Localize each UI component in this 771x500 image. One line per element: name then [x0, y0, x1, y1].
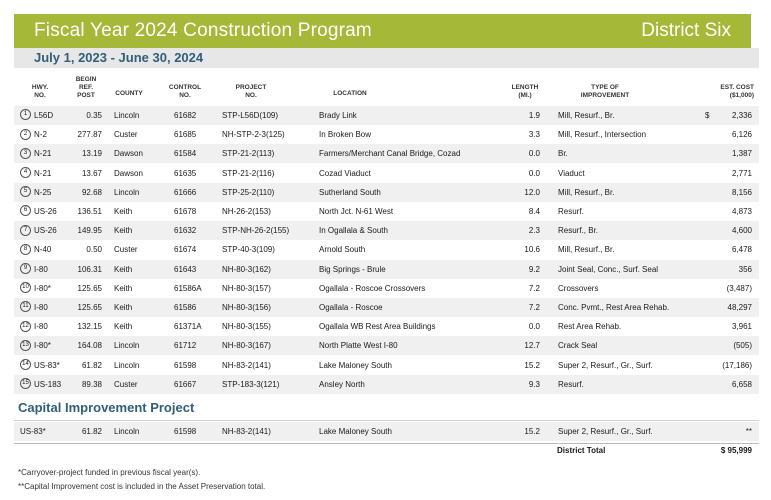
cell-control: 61586A [174, 283, 202, 293]
cell-cost: 2,336 [731, 111, 752, 120]
cell-post: 0.50 [86, 245, 102, 255]
cell-hwy [20, 336, 51, 355]
total-label: District Total [557, 446, 606, 455]
title-banner [14, 14, 751, 48]
row-number-badge: 1 [20, 109, 31, 120]
hwy-text: N-21 [34, 168, 52, 178]
cell-post: 13.19 [81, 149, 102, 159]
cell-hwy [20, 375, 61, 394]
cell-cost: (505) [733, 341, 752, 351]
cell-county: Dawson [114, 149, 143, 159]
footnote-carryover: *Carryover-project funded in previous fiscal year(s). [18, 468, 201, 477]
hwy-text: N-40 [34, 245, 52, 255]
cell-type: Crossovers [558, 283, 599, 293]
hwy-text: N-21 [34, 149, 52, 159]
divider [14, 443, 759, 444]
capital-cost: ** [745, 427, 752, 436]
cell-length: 10.6 [524, 245, 540, 255]
cell-length: 1.9 [528, 111, 540, 120]
hwy-text: I-80 [34, 322, 48, 332]
cell-length: 7.2 [528, 283, 540, 293]
cell-project: NH-80-3(157) [222, 283, 271, 293]
capital-row [14, 422, 759, 441]
cell-cost: (3,487) [726, 283, 752, 293]
cell-project: NH-83-2(141) [222, 360, 271, 370]
capital-length: 15.2 [524, 427, 540, 436]
cell-location: In Ogallala & South [319, 226, 388, 236]
cell-cost: 356 [738, 264, 752, 274]
cell-control: 61584 [174, 149, 197, 159]
cell-hwy [20, 221, 57, 240]
cell-length: 12.0 [524, 187, 540, 197]
row-number-badge: 2 [20, 129, 31, 140]
cell-location: Ogallala - Roscoe Crossovers [319, 283, 426, 293]
cell-cost: 3,961 [731, 322, 752, 332]
cell-cost: 4,873 [731, 207, 752, 216]
cell-county: Custer [114, 130, 138, 140]
cell-hwy [20, 356, 60, 375]
cell-hwy [20, 106, 53, 125]
row-number-badge: 7 [20, 225, 31, 236]
capital-location: Lake Maloney South [319, 427, 392, 436]
cell-hwy [20, 164, 51, 183]
hwy-text: I-80 [34, 264, 48, 274]
cell-hwy [20, 279, 51, 298]
cell-type: Joint Seal, Conc., Surf. Seal [558, 264, 659, 274]
cell-length: 7.2 [528, 303, 540, 312]
cell-post: 277.87 [77, 130, 102, 140]
cell-county: Custer [114, 379, 138, 389]
cell-location: Ogallala - Roscoe [319, 303, 383, 312]
row-number-badge: 5 [20, 186, 31, 197]
cell-length: 8.4 [528, 207, 540, 216]
cell-project: STP-25-2(110) [222, 187, 275, 197]
cell-type: Rest Area Rehab. [558, 322, 622, 332]
cell-location: Brady Link [319, 111, 357, 120]
cell-project: STP-NH-26-2(155) [222, 226, 290, 236]
cell-cost: (17,186) [722, 360, 752, 370]
cell-project: NH-80-3(155) [222, 322, 271, 332]
hwy-text: I-80 [34, 303, 48, 312]
cell-control: 61685 [174, 130, 197, 140]
cell-control: 61632 [174, 226, 197, 236]
cell-hwy [20, 183, 51, 202]
date-range: July 1, 2023 - June 30, 2024 [34, 50, 204, 65]
cell-type: Mill, Resurf., Br. [558, 245, 615, 255]
row-number-badge: 9 [20, 263, 31, 274]
cell-post: 106.31 [77, 264, 102, 274]
hwy-text: I-80* [34, 283, 51, 293]
cell-control: 61666 [174, 187, 197, 197]
col-begin-ref-post: BEGIN REF. POST [75, 76, 97, 99]
cell-location: Ansley North [319, 379, 365, 389]
capital-project: NH-83-2(141) [222, 427, 271, 436]
cell-location: Big Springs - Brule [319, 264, 386, 274]
cell-control: 61674 [174, 245, 197, 255]
cell-project: STP-40-3(109) [222, 245, 275, 255]
col-est-cost: EST. COST ($1,000) [720, 84, 754, 99]
cell-type: Viaduct [558, 168, 585, 178]
cell-cost: 6,126 [731, 130, 752, 140]
row-number-badge: 15 [20, 378, 31, 389]
cell-county: Lincoln [114, 187, 140, 197]
cell-project: NH-STP-2-3(125) [222, 130, 285, 140]
hwy-text: US-83* [34, 360, 60, 370]
cell-location: North Jct. N-61 West [319, 207, 394, 216]
cell-location: Farmers/Merchant Canal Bridge, Cozad [319, 149, 461, 159]
row-number-badge: 11 [20, 301, 31, 312]
row-number-badge: 4 [20, 167, 31, 178]
cell-county: Keith [114, 303, 133, 312]
district-label: District Six [641, 20, 731, 41]
cell-project: NH-80-3(156) [222, 303, 271, 312]
cell-cost: 48,297 [727, 303, 752, 312]
col-type: TYPE OF IMPROVEMENT [580, 84, 630, 99]
cell-hwy [20, 240, 51, 259]
col-project: PROJECT NO. [235, 84, 267, 99]
cell-length: 3.3 [528, 130, 540, 140]
cell-county: Keith [114, 264, 133, 274]
row-number-badge: 3 [20, 148, 31, 159]
divider [14, 420, 759, 421]
cell-type: Super 2, Resurf., Gr., Surf. [558, 360, 653, 370]
cell-type: Mill, Resurf., Intersection [558, 130, 647, 140]
col-control: CONTROL NO. [168, 84, 202, 99]
col-length: LENGTH (MI.) [511, 84, 539, 99]
cell-county: Keith [114, 207, 133, 216]
capital-control: 61598 [174, 427, 197, 436]
row-number-badge: 6 [20, 205, 31, 216]
cell-length: 15.2 [524, 360, 540, 370]
cell-control: 61586 [174, 303, 197, 312]
hwy-text: US-183 [34, 379, 62, 389]
cell-hwy [20, 202, 57, 221]
cell-type: Crack Seal [558, 341, 598, 351]
cell-location: Lake Maloney South [319, 360, 392, 370]
cell-post: 164.08 [77, 341, 102, 351]
cell-hwy [20, 260, 48, 279]
cell-post: 125.65 [77, 303, 102, 312]
cell-project: NH-26-2(153) [222, 207, 271, 216]
cell-project: STP-L56D(109) [222, 111, 279, 120]
hwy-text: L56D [34, 111, 54, 120]
cell-cost: 2,771 [731, 168, 752, 178]
cell-county: Keith [114, 226, 133, 236]
cell-cost: 8,156 [731, 187, 752, 197]
capital-post: 61.82 [81, 427, 102, 436]
cell-post: 13.67 [81, 168, 102, 178]
cell-location: Ogallala WB Rest Area Buildings [319, 322, 436, 332]
dollar-sign: $ [705, 111, 710, 120]
col-hwy: HWY. NO. [31, 84, 49, 99]
cell-post: 89.38 [81, 379, 102, 389]
cell-control: 61682 [174, 111, 197, 120]
date-bar [14, 48, 759, 68]
cell-post: 132.15 [77, 322, 102, 332]
footnote-capital: **Capital Improvement cost is included in the Asset Preservation total. [18, 482, 266, 491]
total-value: $ 95,999 [720, 446, 752, 455]
cell-control: 61678 [174, 207, 197, 216]
cell-control: 61598 [174, 360, 197, 370]
col-county: COUNTY [115, 90, 143, 97]
cell-type: Resurf., Br. [558, 226, 599, 236]
cell-project: STP-21-2(116) [222, 168, 275, 178]
cell-cost: 4,600 [731, 226, 752, 236]
cell-county: Lincoln [114, 341, 140, 351]
cell-location: Sutherland South [319, 187, 381, 197]
cell-control: 61712 [174, 341, 197, 351]
cell-cost: 1,387 [731, 149, 752, 159]
cell-type: Br. [558, 149, 568, 159]
cell-project: NH-80-3(167) [222, 341, 271, 351]
cell-length: 12.7 [524, 341, 540, 351]
cell-length: 0.0 [528, 168, 540, 178]
col-location: LOCATION [333, 90, 367, 97]
cell-location: Cozad Viaduct [319, 168, 371, 178]
cell-length: 0.0 [528, 322, 540, 332]
cell-post: 149.95 [77, 226, 102, 236]
cell-post: 0.35 [86, 111, 102, 120]
capital-heading: Capital Improvement Project [18, 400, 195, 415]
cell-county: Keith [114, 283, 133, 293]
cell-type: Resurf. [558, 207, 584, 216]
cell-hwy [20, 125, 47, 144]
row-number-badge: 14 [20, 359, 31, 370]
cell-cost: 6,478 [731, 245, 752, 255]
cell-length: 9.3 [528, 379, 540, 389]
cell-control: 61635 [174, 168, 197, 178]
hwy-text: N-2 [34, 130, 47, 140]
cell-length: 2.3 [528, 226, 540, 236]
row-number-badge: 10 [20, 282, 31, 293]
cell-location: North Platte West I-80 [319, 341, 398, 351]
cell-cost: 6,658 [731, 379, 752, 389]
cell-post: 61.82 [81, 360, 102, 370]
cell-control: 61643 [174, 264, 197, 274]
cell-length: 0.0 [528, 149, 540, 159]
cell-hwy [20, 317, 48, 336]
cell-type: Resurf. [558, 379, 584, 389]
cell-location: Arnold South [319, 245, 366, 255]
row-number-badge: 12 [20, 321, 31, 332]
hwy-text: US-26 [34, 207, 57, 216]
cell-county: Dawson [114, 168, 143, 178]
cell-type: Conc. Pvmt., Rest Area Rehab. [558, 303, 670, 312]
capital-type: Super 2, Resurf., Gr., Surf. [558, 427, 653, 436]
capital-hwy: US-83* [20, 427, 46, 436]
hwy-text: I-80* [34, 341, 51, 351]
cell-project: NH-80-3(162) [222, 264, 271, 274]
cell-post: 136.51 [77, 207, 102, 216]
cell-type: Mill, Resurf., Br. [558, 187, 615, 197]
cell-post: 125.65 [77, 283, 102, 293]
row-number-badge: 13 [20, 340, 31, 351]
cell-project: STP-183-3(121) [222, 379, 280, 389]
capital-county: Lincoln [114, 427, 140, 436]
cell-length: 9.2 [528, 264, 540, 274]
cell-county: Custer [114, 245, 138, 255]
cell-hwy [20, 298, 48, 317]
cell-hwy [20, 144, 51, 163]
cell-county: Lincoln [114, 111, 140, 120]
hwy-text: N-25 [34, 187, 52, 197]
cell-type: Mill, Resurf., Br. [558, 111, 615, 120]
cell-county: Lincoln [114, 360, 140, 370]
hwy-text: US-26 [34, 226, 57, 236]
cell-county: Keith [114, 322, 133, 332]
cell-control: 61667 [174, 379, 197, 389]
cell-location: In Broken Bow [319, 130, 372, 140]
row-number-badge: 8 [20, 244, 31, 255]
cell-project: STP-21-2(113) [222, 149, 275, 159]
page-title: Fiscal Year 2024 Construction Program [34, 20, 372, 41]
cell-post: 92.68 [81, 187, 102, 197]
cell-control: 61371A [174, 322, 202, 332]
